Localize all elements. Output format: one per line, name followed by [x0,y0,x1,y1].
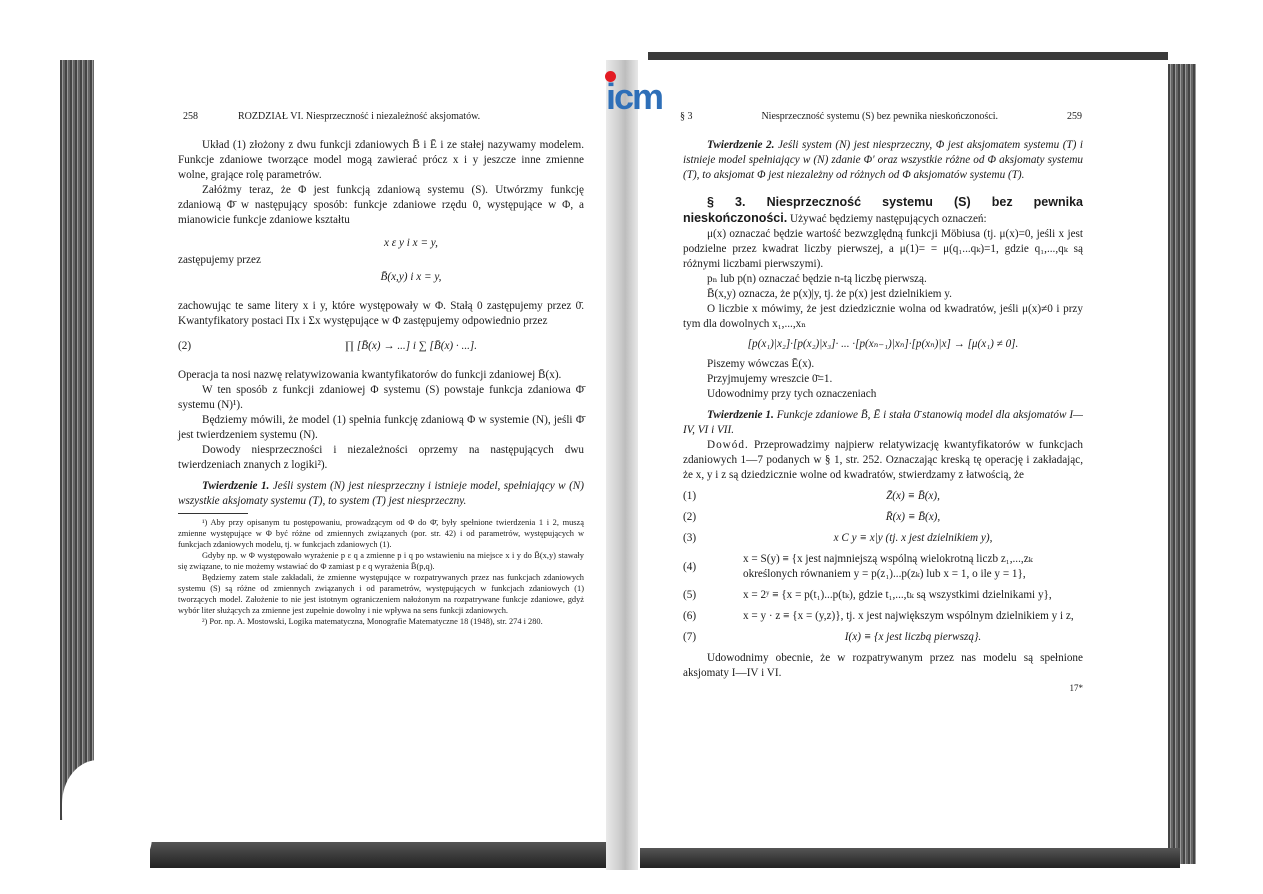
equation-row [683,588,1083,603]
left-theorem-1-label: Twierdzenie 1. [202,480,270,492]
left-page-body [178,138,584,627]
equation-number: (5) [683,589,697,601]
equation-number: (7) [683,631,697,643]
left-formula-2: B̄(x,y) i x = y, [380,271,442,283]
right-top-edge [648,52,1168,60]
section-3-intro: Używać będziemy następujących oznaczeń: [790,213,987,225]
left-paragraph-4: zachowując te same litery x i y, które występowały w Φ. Stałą 0 zastępujemy przez 0̄. Kwantyfikatory postaci Πx i Σx występujące w Φ zastępujemy odpowiednio przez [178,300,584,327]
equation-body: R̄(x) ≡ B̄(x), [885,511,941,523]
left-running-head: ROZDZIAŁ VI. Niesprzeczność i niezależność aksjomatów. [238,111,481,122]
left-paragraph-5: Operacja ta nosi nazwę relatywizowania kwantyfikatorów do funkcji zdaniowej B̄(x). [178,369,562,381]
definition-prime: pₙ lub p(n) oznaczać będzie n-tą liczbę pierwszą. [707,273,927,285]
right-paragraph-zero: Przyjmujemy wreszcie 0̄=1. [707,373,833,385]
right-running-head: Niesprzeczność systemu (S) bez pewnika nieskończoności. [761,111,999,122]
equation-body: Z̄(x) ≡ B̄(x), [886,490,940,502]
right-theorem-1-text: Funkcje zdaniowe B̄, Ē i stała 0̄ stanowią model dla aksjomatów I—IV, VI i VII. [683,409,1083,436]
left-paragraph-2: Załóżmy teraz, że Φ jest funkcją zdaniową systemu (S). Utwórzmy funkcję zdaniową Φ̄ w następujący sposób: funkcje zdaniowe rzędu 0, występujące w Φ, a mianowicie funkcje zdaniowe kształtu [178,184,584,226]
right-theorem-1 [683,408,1083,438]
left-equation-2 [178,339,584,354]
section-3-title: § 3. Niesprzeczność systemu (S) bez pewnika nieskończoności. [683,195,1083,225]
definition-hereditary: O liczbie x mówimy, że jest dziedzicznie wolna od kwadratów, jeśli μ(x)≠0 i przy tym dla dowolnych x₁,...,xₙ [683,303,1083,330]
equation-body: x = S(y) ≡ {x jest najmniejszą wspólną wielokrotną liczb z₁,...,zₖ określonych równaniem y = p(z₁)...p(zₖ) lub x = 1, o ile y = 1}, [743,553,1033,580]
left-bottom-edge [150,842,610,868]
right-bottom-edge [640,848,1180,868]
right-theorem-2 [683,138,1083,183]
right-theorem-2-label: Twierdzenie 2. [707,139,775,151]
proof-paragraph [683,438,1083,483]
footnote-2: ²) Por. np. A. Mostowski, Logika matematyczna, Monografie Matematyczne 18 (1948), str. 274 i 280. [202,617,543,626]
left-theorem-1 [178,479,584,509]
left-page-number: 258 [183,111,198,122]
equation-number: (2) [683,511,697,523]
equation-row [683,552,1083,582]
equation-number: (4) [683,560,697,573]
right-theorem-2-text: Jeśli system (N) jest niesprzeczny, Φ jest aksjomatem systemu (T) i istnieje model spełniający w (N) zdanie Φ' oraz wszystkie różne od Φ aksjomaty systemu (T), to aksjomat Φ jest niezależny od różnych od Φ aksjomatów systemu (T). [683,139,1083,181]
equation-number: (3) [683,532,697,544]
right-section-ref: § 3 [680,111,693,122]
definition-mu: μ(x) oznaczać będzie wartość bezwzględną funkcji Möbiusa (tj. μ(x)=0, jeśli x jest podzielne przez kwadrat liczby pierwszej, a μ(1)= = μ(q₁...qₖ)=1, gdzie q₁,...,qₖ są różnymi liczbami pierwszymi). [683,228,1083,270]
left-book-edge [60,60,94,820]
footnote-1c: Będziemy zatem stale zakładali, że zmienne występujące w rozpatrywanych przez nas funkcjach zdaniowych systemu (S) są różne od zmiennych związanych i od parametrów, występujących w funkcjach zdaniowych (1) tworzących model. Założenie to nie jest istotnym ograniczeniem nałożonym na rozpatrywane funkcje zdaniowe, gdyż wybór liter służących za zmienne jest zupełnie dowolny i nie wpływa na sens funkcji zdaniowych. [178,573,584,615]
definition-b: B̄(x,y) oznacza, że p(x)|y, tj. że p(x) jest dzielnikiem y. [707,288,952,300]
right-running-header [680,111,1082,122]
left-paragraph-3: zastępujemy przez [178,254,261,266]
equation-row [683,489,1083,504]
left-paragraph-7: Będziemy mówili, że model (1) spełnia funkcję zdaniową Φ w systemie (N), jeśli Φ̄ jest twierdzeniem systemu (N). [178,414,584,441]
left-paragraph-8: Dowody niesprzeczności i niezależności oprzemy na następujących dwu twierdzeniach znanych z logiki²). [178,444,584,471]
icm-logo: icm [606,76,663,117]
equation-body: x = y · z ≡ {x = (y,z)}, tj. x jest największym wspólnym dzielnikiem y i z, [743,610,1074,622]
proof-label: Dowód. [707,439,749,451]
footnote-1: ¹) Aby przy opisanym tu postępowaniu, prowadzącym od Φ do Φ̄, były spełnione twierdzenia 1 i 2, muszą zmienne występujące w Φ być różne od zmiennych związanych (por. str. 42) i od parametrów, występujących w funkcjach zdaniowych modelu, tj. w funkcjach zdaniowych (1). [178,518,584,549]
footnote-rule [178,513,248,514]
left-paragraph-1: Układ (1) złożony z dwu funkcji zdaniowych B̄ i Ē i ze stałej nazywamy modelem. Funkcje zdaniowe tworzące model mogą zawierać prócz x i y jeszcze inne zmienne wolne, grające rolę parametrów. [178,139,584,181]
equation-row [683,510,1083,525]
proof-text: Przeprowadzimy najpierw relatywizację kwantyfikatorów w funkcjach zdaniowych 1—7 podanych w § 1, str. 252. Oznaczając kreską tę operację i zakładając, że x, y i z są dziedzicznie wolne od kwadratów, stwierdzamy z łatwością, że [683,439,1083,481]
right-paragraph-notation: Piszemy wówczas Ē(x). [707,358,815,370]
definition-formula: [p(x₁)|x₂]·[p(x₂)|x₃]· ... ·[p(xₙ₋₁)|xₙ]·[p(xₙ)|x] → [μ(x₁) ≠ 0]. [747,338,1019,350]
right-page-body [683,138,1083,696]
right-book-edge [1168,64,1196,864]
right-paragraph-prove: Udowodnimy przy tych oznaczeniach [707,388,877,400]
right-theorem-1-label: Twierdzenie 1. [707,409,774,421]
signature-mark: 17* [1069,683,1083,693]
footnote-1b: Gdyby np. w Φ występowało wyrażenie p ε q a zmienne p i q po wstawieniu na miejsce x i y do B̄(x,y) stawały się związane, to nie możemy wstawiać do Φ zamiast p ε q wyrażenia B̄(p,q). [178,551,584,571]
equation-body: I(x) ≡ {x jest liczbą pierwszą}. [844,631,982,643]
right-closing-paragraph: Udowodnimy obecnie, że w rozpatrywanym przez nas modelu są spełnione aksjomaty I—IV i VI. [683,652,1083,679]
left-formula-1: x ε y i x = y, [384,237,438,249]
left-paragraph-6: W ten sposób z funkcji zdaniowej Φ systemu (S) powstaje funkcja zdaniowa Φ̄ systemu (N)¹). [178,384,584,411]
equation-number: (6) [683,610,697,622]
left-equation-2-number: (2) [178,340,192,352]
right-page-number: 259 [1067,111,1082,122]
equation-body: x C y ≡ x|y (tj. x jest dzielnikiem y), [833,532,993,544]
equation-row [683,531,1083,546]
book-gutter [606,60,638,870]
equation-number: (1) [683,490,697,502]
equation-row [683,630,1083,645]
section-3-heading [683,195,1083,227]
equation-row [683,609,1083,624]
left-equation-2-body: ∏ [B̄(x) → ...] i ∑ [B̄(x) · ...]. [344,340,478,352]
equation-body: x = 2ʸ ≡ {x = p(t₁)...p(tₖ), gdzie t₁,...,tₖ są wszystkimi dzielnikami y}, [743,589,1052,601]
left-running-header [183,111,583,122]
left-theorem-1-text: Jeśli system (N) jest niesprzeczny i istnieje model, spełniający w (N) wszystkie aksjomaty systemu (T), to system (T) jest niesprzeczny. [178,480,584,507]
equation-list [683,489,1083,645]
